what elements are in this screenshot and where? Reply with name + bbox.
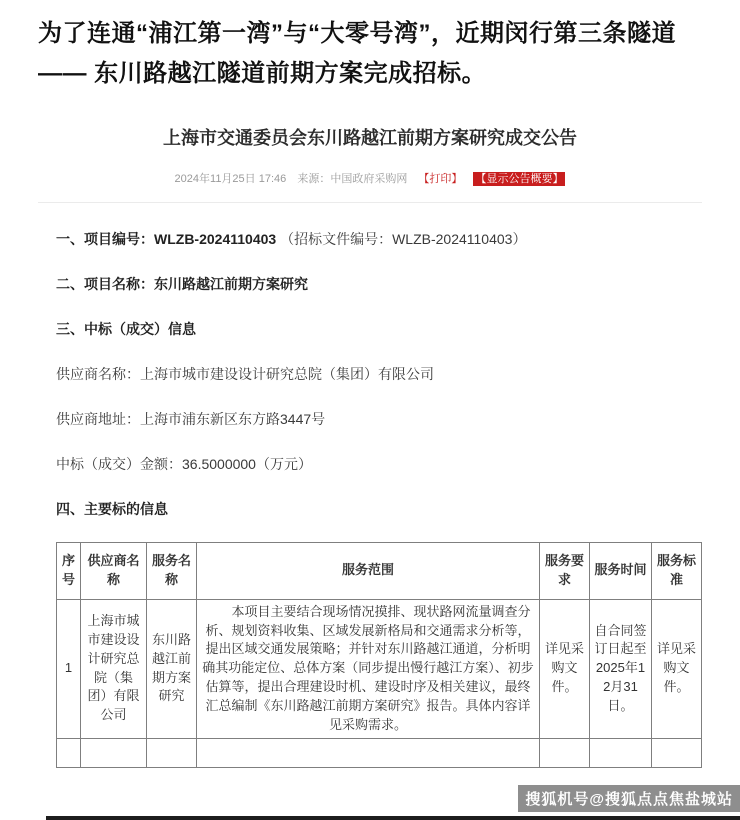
announcement-title: 上海市交通委员会东川路越江前期方案研究成交公告 — [163, 128, 577, 148]
col-service-scope: 服务范围 — [197, 543, 540, 600]
col-service-name: 服务名称 — [147, 543, 197, 600]
publish-datetime: 2024年11月25日 17:46 — [174, 173, 287, 185]
col-supplier-name: 供应商名称 — [81, 543, 147, 600]
empty-cell — [147, 738, 197, 767]
meta-bar — [0, 170, 740, 186]
section-subject-info — [56, 501, 710, 518]
project-name-label: 二、项目名称：东川路越江前期方案研究 — [56, 276, 308, 292]
empty-cell — [81, 738, 147, 767]
award-amount-text: 中标（成交）金额：36.5000000（万元） — [56, 456, 312, 472]
field-project-number — [56, 231, 710, 248]
cell-service-requirement: 详见采购文件。 — [540, 599, 590, 738]
field-award-amount — [56, 456, 710, 473]
col-serial: 序号 — [57, 543, 81, 600]
source-label: 来源：中国政府采购网 — [297, 173, 408, 185]
subject-info-heading: 四、主要标的信息 — [56, 501, 168, 517]
table-header-row — [57, 543, 702, 600]
col-service-requirement: 服务要求 — [540, 543, 590, 600]
cell-service-name: 东川路越江前期方案研究 — [147, 599, 197, 738]
col-service-standard: 服务标准 — [652, 543, 702, 600]
field-supplier-address — [56, 411, 710, 428]
empty-cell — [652, 738, 702, 767]
show-summary-link[interactable]: 【显示公告概要】 — [475, 173, 564, 185]
field-project-name — [56, 276, 710, 293]
section-award-info — [56, 321, 710, 338]
empty-cell — [540, 738, 590, 767]
cell-service-time: 自合同签订日起至2025年12月31日。 — [590, 599, 652, 738]
field-supplier-name — [56, 366, 710, 383]
intro-headline: 为了连通“浦江第一湾”与“大零号湾”，近期闵行第三条隧道 —— 东川路越江隧道前期方案完成招标。 — [38, 20, 676, 87]
announcement-article — [0, 124, 740, 768]
empty-cell — [590, 738, 652, 767]
watermark: 搜狐机号@搜狐点点焦盐城站 — [518, 785, 740, 812]
cell-service-standard: 详见采购文件。 — [652, 599, 702, 738]
supplier-name-text: 供应商名称：上海市城市建设设计研究总院（集团）有限公司 — [56, 366, 434, 382]
award-info-heading: 三、中标（成交）信息 — [56, 321, 196, 337]
empty-cell — [57, 738, 81, 767]
table-row — [57, 599, 702, 738]
empty-cell — [197, 738, 540, 767]
col-service-time: 服务时间 — [590, 543, 652, 600]
bottom-divider — [46, 816, 740, 820]
print-link[interactable]: 【打印】 — [418, 173, 463, 185]
table-empty-row — [57, 738, 702, 767]
cell-supplier-name: 上海市城市建设设计研究总院（集团）有限公司 — [81, 599, 147, 738]
cell-service-scope: 本项目主要结合现场情况摸排、现状路网流量调查分析、规划资料收集、区域发展新格局和交通需求分析等，提出区域交通发展策略；并针对东川路越江通道，分析明确其功能定位、总体方案（同步提出慢行越江方案）、初步估算等，提出合理建设时机、建设时序及相关建议，最终汇总编制《东川路越江前期方案研究》报告。具体内容详见采购需求。 — [197, 599, 540, 738]
project-number-label: 一、项目编号：WLZB-2024110403 — [56, 231, 277, 247]
divider — [38, 202, 702, 203]
supplier-address-text: 供应商地址：上海市浦东新区东方路3447号 — [56, 411, 326, 427]
award-info-table — [56, 542, 702, 768]
cell-serial: 1 — [57, 599, 81, 738]
project-number-extra: （招标文件编号：WLZB-2024110403） — [276, 231, 527, 247]
